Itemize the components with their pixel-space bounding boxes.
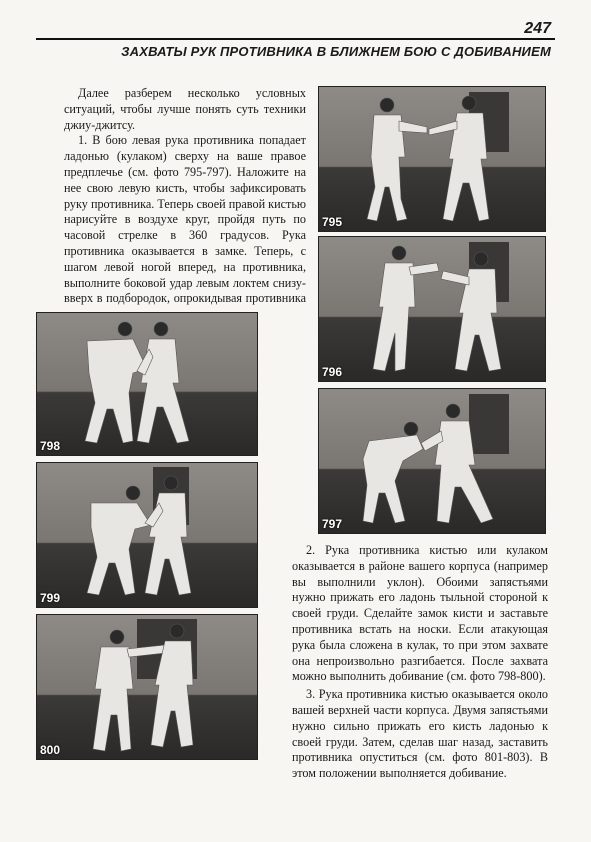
photo-797-label: 797 (322, 517, 343, 531)
item-1-paragraph: 1. В бою левая рука противника попадает ладонью (кулаком) сверху на ваше правое предплечье (см. фото 795-797). Наложите на нее свою левую кисть, чтобы зафиксировать руку противника. Теперь своей правой кистью нарисуйте в воздухе круг, пройдя путь по часовой стрелке в 360 градусов. Рука противника оказывается в замке. Теперь, с шагом левой ногой вперед, на противника, выполните боковой удар левым локтем снизу-вверх в подбородок, опрокидывая противника (64, 133, 306, 306)
item-2-paragraph: 2. Рука противника кистью или кулаком оказывается в районе вашего корпуса (например вы выполнили уклон). Обоими запястьями нужно прижать его ладонь тыльной стороной к своей груди. Сделайте замок кисти и заставьте противника встать на носки. Если атакующая рука была сложена в кулак, то при этом захвате она непроизвольно разгибается. После захвата можно выполнить добивание (см. фото 798-800). (292, 543, 548, 684)
photo-800 (36, 614, 258, 760)
photo-799-label: 799 (40, 591, 61, 605)
chapter-title: ЗАХВАТЫ РУК ПРОТИВНИКА В БЛИЖНЕМ БОЮ С ДОБИВАНИЕМ (121, 44, 551, 59)
photo-796 (318, 236, 546, 382)
photo-796-label: 796 (322, 365, 343, 379)
right-text-column (292, 543, 548, 782)
page-number: 247 (524, 20, 551, 37)
photo-800-label: 800 (40, 743, 61, 757)
photo-796-figures (319, 237, 545, 381)
left-text-column (64, 86, 306, 323)
photo-795-figures (319, 87, 545, 231)
photo-797-figures (319, 389, 545, 533)
photo-798-label: 798 (40, 439, 61, 453)
photo-799 (36, 462, 258, 608)
photo-797 (318, 388, 546, 534)
header-rule (36, 38, 555, 40)
photo-799-figures (37, 463, 257, 607)
photo-798-figures (37, 313, 257, 455)
intro-paragraph: Далее разберем несколько условных ситуаций, чтобы лучше понять суть техники джиу-джитсу. (64, 86, 306, 132)
photo-798 (36, 312, 258, 456)
photo-795-label: 795 (322, 215, 343, 229)
photo-795 (318, 86, 546, 232)
photo-800-figures (37, 615, 257, 759)
item-3-paragraph: 3. Рука противника кистью оказывается около вашей верхней части корпуса. Двумя запястьями нужно сильно прижать его кисть ладонью к своей груди. Затем, сделав шаг назад, заставить противника опуститься (см. фото 801-803). В этом положении выполняется добивание. (292, 687, 548, 781)
